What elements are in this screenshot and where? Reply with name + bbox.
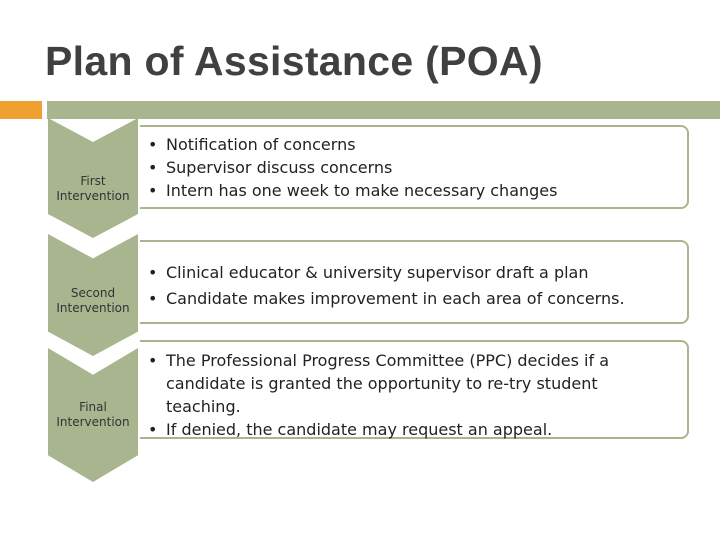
first-intervention-label	[48, 174, 138, 204]
list-item: • Clinical educator & university supervisor draft a plan	[140, 261, 687, 284]
final-intervention-label	[48, 400, 138, 430]
accent-bar-orange	[0, 101, 42, 119]
list-item: • Intern has one week to make necessary changes	[140, 179, 687, 202]
list-item: • The Professional Progress Committee (PPC) decides if a candidate is granted the opportunity to re-try student teaching.	[140, 349, 663, 418]
final-intervention-label-line-1: Final	[79, 400, 107, 414]
list-item: • If denied, the candidate may request an appeal.	[140, 418, 663, 441]
final-intervention-label-line-2: Intervention	[56, 415, 130, 429]
first-intervention-box	[140, 125, 689, 209]
slide-title: Plan of Assistance (POA)	[45, 38, 543, 84]
first-intervention-label-line-1: First	[80, 174, 106, 188]
second-intervention-box	[140, 240, 689, 324]
list-item: • Supervisor discuss concerns	[140, 156, 687, 179]
second-intervention-label-line-2: Intervention	[56, 301, 130, 315]
accent-bar-green	[47, 101, 720, 119]
second-intervention-label	[48, 286, 138, 316]
list-item: • Notification of concerns	[140, 133, 687, 156]
first-intervention-label-line-2: Intervention	[56, 189, 130, 203]
final-intervention-box	[140, 340, 689, 439]
first-intervention-list	[140, 133, 687, 202]
second-intervention-label-line-1: Second	[70, 286, 116, 300]
final-intervention-list	[140, 349, 663, 441]
second-intervention-list	[140, 261, 687, 310]
list-item: • Candidate makes improvement in each area of concerns.	[140, 287, 687, 310]
